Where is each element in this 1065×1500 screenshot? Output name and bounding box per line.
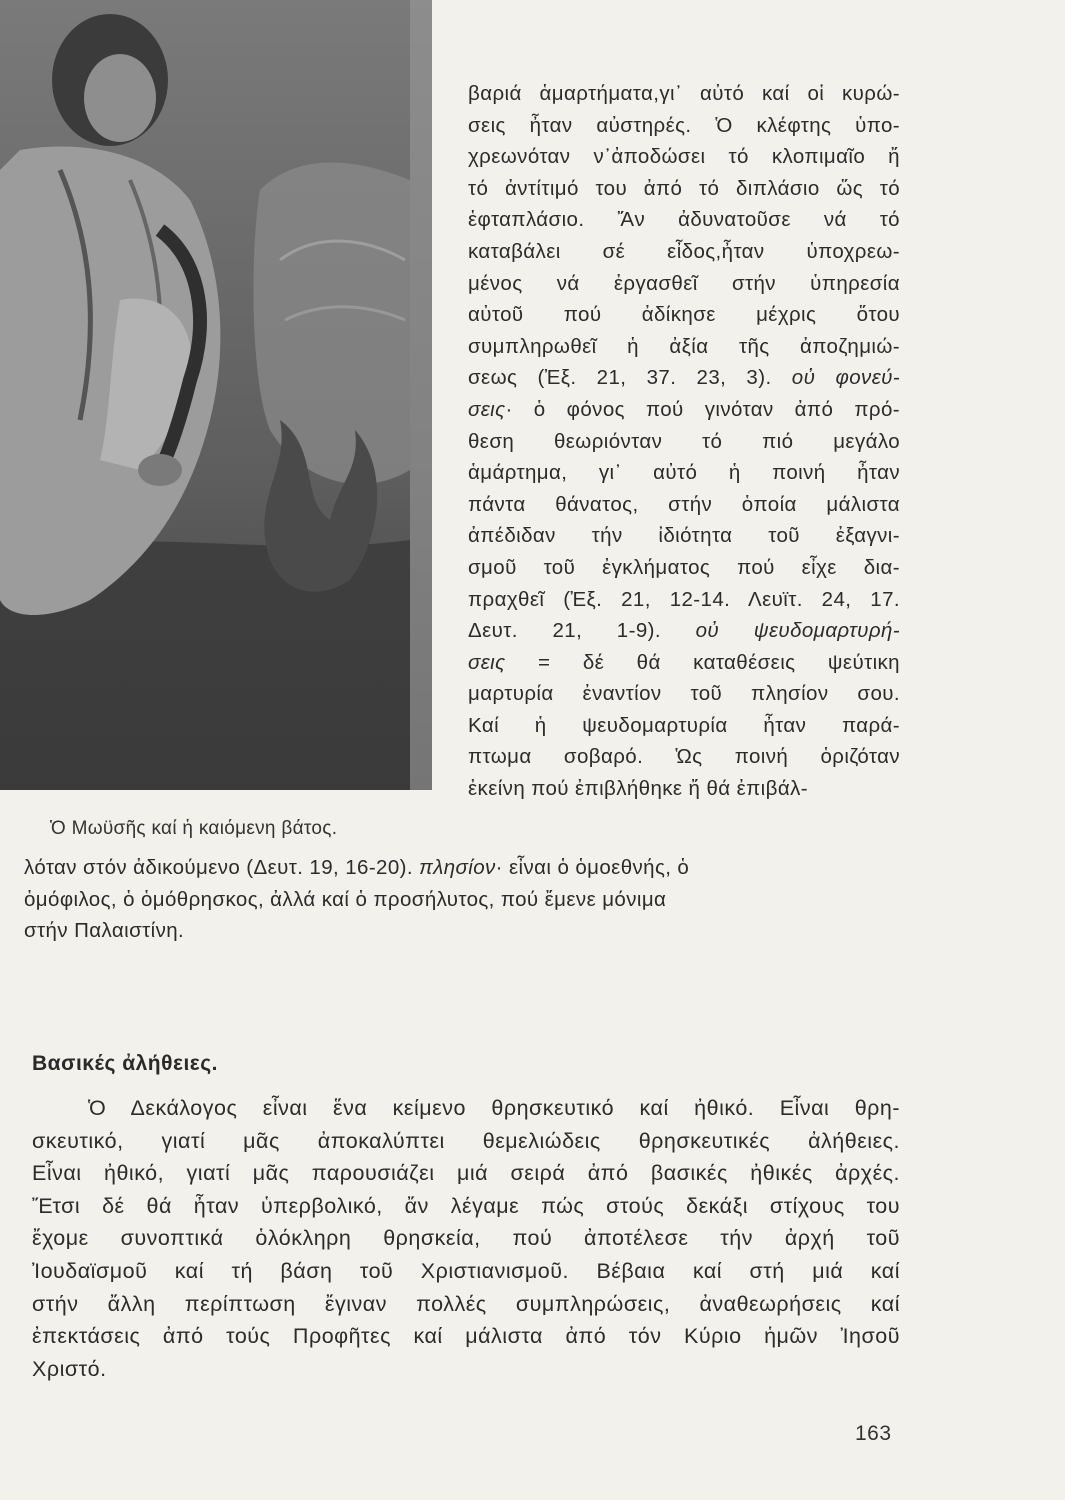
continuation-paragraph [24,852,900,947]
text-run: στήν Παλαιστίνη. [24,919,185,943]
text-line [468,584,900,616]
text-line [24,884,900,916]
text-line [468,299,900,331]
text-run: ἀπέδιδαν τήν ἰδιότητα τοῦ ἐξαγνι- [468,524,900,548]
text-line: Ὁ Δεκάλογος εἶναι ἕνα κείμενο θρησκευτικό καί ἠθικό. Εἶναι θρη- [88,1096,900,1120]
text-run: · εἶναι ὁ ὁμοεθνής, ὁ [495,856,690,879]
text-run: = δέ θά καταθέσεις ψεύτικη [505,650,900,674]
text-line [468,552,900,584]
text-line: Ἔτσι δέ θά ἦταν ὑπερβολικό, ἄν λέγαμε πώς στούς δεκάξι στίχους του [32,1193,900,1218]
page-number: 163 [855,1422,892,1445]
text-line [468,78,900,110]
text-run: σεως (Ἐξ. 21, 37. 23, 3). [468,366,792,390]
section-heading: Βασικές ἀλήθειες. [32,1052,219,1075]
body-paragraph [32,1092,900,1385]
text-line [468,773,900,805]
text-line [468,489,900,521]
text-line [24,852,900,884]
text-run: σεις ἦταν αὐστηρές. Ὁ κλέφτης ὑπο- [468,113,900,137]
text-line [24,915,900,947]
italic-term: σεις [468,397,506,421]
text-line [468,678,900,710]
text-run: χρεωνόταν ν᾽ἀποδώσει τό κλοπιμαῖο ἤ [468,145,900,169]
text-run: μαρτυρία ἐναντίον τοῦ πλησίον σου. [468,682,900,706]
text-run: πτωμα σοβαρό. Ὡς ποινή ὁριζόταν [468,745,900,769]
moses-burning-bush-icon [0,0,432,790]
text-run: ὁμόφιλος, ὁ ὁμόθρησκος, ἀλλά καί ὁ προσήλυτος, πού ἔμενε μόνιμα [24,887,667,911]
text-line: ἔχομε συνοπτικά ὁλόκληρη θρησκεία, πού ἀποτέλεσε τήν ἀρχή τοῦ [32,1226,900,1251]
text-line: ἐπεκτάσεις ἀπό τούς Προφῆτες καί μάλιστα ἀπό τόν Κύριο ἡμῶν Ἰησοῦ [32,1324,900,1349]
text-run: βαριά ἁμαρτήματα,γι᾽ αὐτό καί οἱ κυρώ- [468,82,900,105]
text-run: Δευτ. 21, 1-9). [468,619,696,643]
text-line [468,426,900,458]
italic-term: σεις [468,650,506,674]
italic-term: οὐ ψευδομαρτυρή- [695,619,900,643]
text-line [468,615,900,647]
text-line [468,741,900,773]
text-line [468,204,900,236]
italic-term: οὐ φονεύ- [791,366,901,390]
text-line [468,520,900,552]
text-line [468,141,900,173]
text-run: ἁμάρτημα, γι᾽ αὐτό ἡ ποινή ἦταν [468,461,900,485]
text-run: σμοῦ τοῦ ἐγκλήματος πού εἶχε δια- [468,555,900,579]
text-line: Εἶναι ἠθικό, γιατί μᾶς παρουσιάζει μιά σειρά ἀπό βασικές ἠθικές ἀρχές. [32,1161,900,1186]
text-run: λόταν στόν ἀδικούμενο (Δευτ. 19, 16-20). [24,856,420,879]
text-run: · ὁ φόνος πού γινόταν ἀπό πρό- [505,397,900,421]
text-column [468,78,900,805]
text-line [468,173,900,205]
text-run: καταβάλει σέ εἶδος,ἦταν ὑποχρεω- [468,239,900,263]
text-line [468,394,900,426]
text-run: Καί ἡ ψευδομαρτυρία ἦταν παρά- [468,713,900,737]
text-run: πραχθεῖ (Ἐξ. 21, 12-14. Λευϊτ. 24, 17. [468,587,900,611]
text-line [468,647,900,679]
text-line [468,268,900,300]
text-run: ἐκείνη πού ἐπιβλήθηκε ἤ θά ἐπιβάλ- [468,777,808,801]
text-line: στήν ἄλλη περίπτωση ἔγιναν πολλές συμπληρώσεις, ἀναθεωρήσεις καί [32,1291,900,1316]
text-line: σκευτικό, γιατί μᾶς ἀποκαλύπτει θεμελιώδεις θρησκευτικές ἀλήθειες. [32,1128,900,1153]
text-run: ἑφταπλάσιο. Ἄν ἀδυνατοῦσε νά τό [468,208,900,232]
text-line [468,110,900,142]
text-run: μένος νά ἐργασθεῖ στήν ὑπηρεσία [468,271,900,295]
text-line [468,362,900,394]
italic-term: πλησίον [419,856,496,879]
text-line [468,236,900,268]
text-line: Ἰουδαϊσμοῦ καί τή βάση τοῦ Χριστιανισμοῦ. Βέβαια καί στή μιά καί [32,1258,900,1283]
text-line [468,331,900,363]
text-run: αὐτοῦ πού ἀδίκησε μέχρις ὅτου [468,303,900,327]
text-line: Χριστό. [32,1356,107,1381]
text-run: θεση θεωριόνταν τό πιό μεγάλο [468,429,900,453]
icon-illustration [0,0,432,790]
text-run: συμπληρωθεῖ ἡ ἀξία τῆς ἀποζημιώ- [468,334,900,358]
text-line [468,710,900,742]
text-run: πάντα θάνατος, στήν ὁποία μάλιστα [468,492,900,516]
figure-caption: Ὁ Μωϋσῆς καί ἡ καιόμενη βάτος. [50,818,338,839]
text-run: τό ἀντίτιμό του ἀπό τό διπλάσιο ὥς τό [468,176,900,200]
text-line [468,457,900,489]
